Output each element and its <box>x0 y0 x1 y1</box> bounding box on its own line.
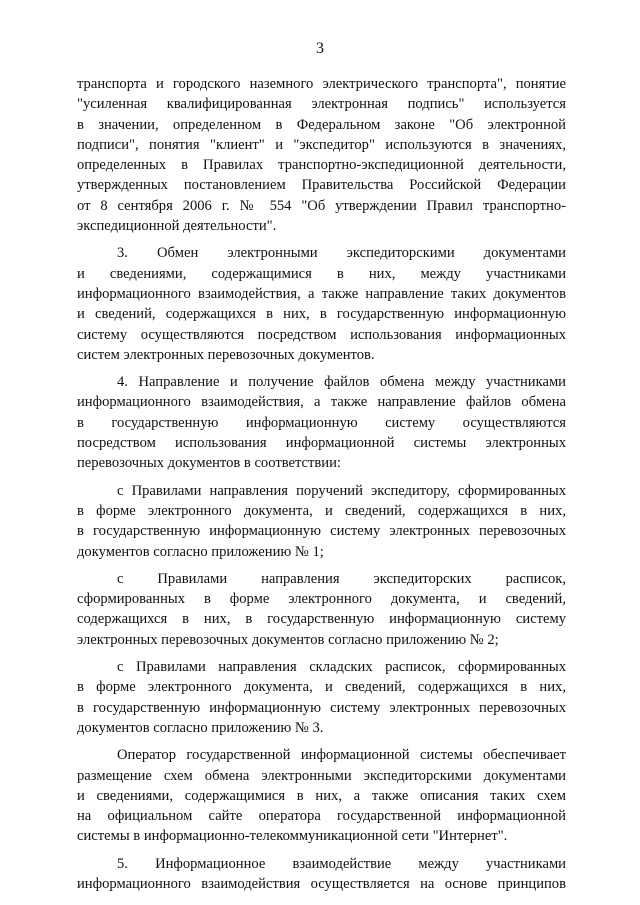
text-line: перевозочных документов в соответствии: <box>77 455 341 472</box>
text-line: информационного взаимодействия осуществляется на основе принципов <box>77 875 566 892</box>
text-line: "усиленная квалифицированная электронная подпись" используется <box>77 96 566 113</box>
paragraph <box>77 657 566 738</box>
text-line: Оператор государственной информационной системы обеспечивает <box>117 747 566 764</box>
text-line: информационного взаимодействия, а также направление файлов обмена <box>77 394 566 411</box>
text-line: посредством использования информационной системы электронных <box>77 435 566 452</box>
paragraph-gap <box>77 738 566 745</box>
text-line: в форме электронного документа, и сведений, содержащихся в них, <box>77 502 566 519</box>
text-line: от 8 сентября 2006 г. № 554 "Об утверждении Правил транспортно- <box>77 197 566 214</box>
paragraph-gap <box>77 365 566 372</box>
text-line: и сведениями, содержащимися в них, между участниками <box>77 265 566 282</box>
paragraph-gap <box>77 847 566 854</box>
text-line: в государственную информационную систему электронных перевозочных <box>77 523 566 540</box>
text-line: и сведений, содержащихся в них, в государственную информационную <box>77 306 566 323</box>
text-line: на официальном сайте оператора государственной информационной <box>77 808 566 825</box>
paragraph <box>77 243 566 365</box>
text-line: систему осуществляются посредством использования информационных <box>77 326 566 343</box>
text-line: документов согласно приложению № 3. <box>77 719 324 736</box>
paragraph <box>77 569 566 650</box>
text-line: в государственную информационную систему электронных перевозочных <box>77 699 566 716</box>
text-line: 4. Направление и получение файлов обмена между участниками <box>117 374 566 391</box>
text-line: 5. Информационное взаимодействие между участниками <box>117 855 566 872</box>
paragraph <box>77 74 566 236</box>
paragraph <box>77 481 566 562</box>
page-number: 3 <box>316 40 324 57</box>
text-line: транспорта и городского наземного электрического транспорта", понятие <box>77 76 566 92</box>
document-body <box>77 74 566 894</box>
text-line: в форме электронного документа, и сведений, содержащихся в них, <box>77 679 566 696</box>
text-line: утвержденных постановлением Правительства Российской Федерации <box>77 177 566 194</box>
text-line: систем электронных перевозочных документов. <box>77 346 375 363</box>
paragraph-gap <box>77 474 566 481</box>
paragraph-gap <box>77 650 566 657</box>
text-line: документов согласно приложению № 1; <box>77 543 324 560</box>
text-line: в государственную информационную систему осуществляются <box>77 414 566 431</box>
text-line: с Правилами направления поручений экспедитору, сформированных <box>117 482 566 499</box>
paragraph-gap <box>77 236 566 243</box>
text-line: 3. Обмен электронными экспедиторскими документами <box>117 245 566 262</box>
text-line: с Правилами направления экспедиторских расписок, <box>117 570 566 587</box>
paragraph <box>77 854 566 895</box>
text-line: информационного взаимодействия, а также направление таких документов <box>77 285 566 302</box>
text-line: системы в информационно-телекоммуникационной сети "Интернет". <box>77 828 508 845</box>
text-line: в значении, определенном в Федеральном законе "Об электронной <box>77 116 566 133</box>
text-line: сформированных в форме электронного документа, и сведений, <box>77 591 566 608</box>
text-line: с Правилами направления складских расписок, сформированных <box>117 659 566 676</box>
paragraph-gap <box>77 562 566 569</box>
paragraph <box>77 372 566 473</box>
text-line: подписи", понятия "клиент" и "экспедитор" используются в значениях, <box>77 136 566 153</box>
text-line: определенных в Правилах транспортно-экспедиционной деятельности, <box>77 157 566 174</box>
text-line: электронных перевозочных документов согласно приложению № 2; <box>77 631 499 648</box>
text-line: экспедиционной деятельности". <box>77 218 277 235</box>
paragraph <box>77 745 566 846</box>
text-line: содержащихся в них, в государственную информационную систему <box>77 611 566 628</box>
text-line: и сведениями, содержащимися в них, а также описания таких схем <box>77 787 566 804</box>
text-line: размещение схем обмена электронными экспедиторскими документами <box>77 767 566 784</box>
